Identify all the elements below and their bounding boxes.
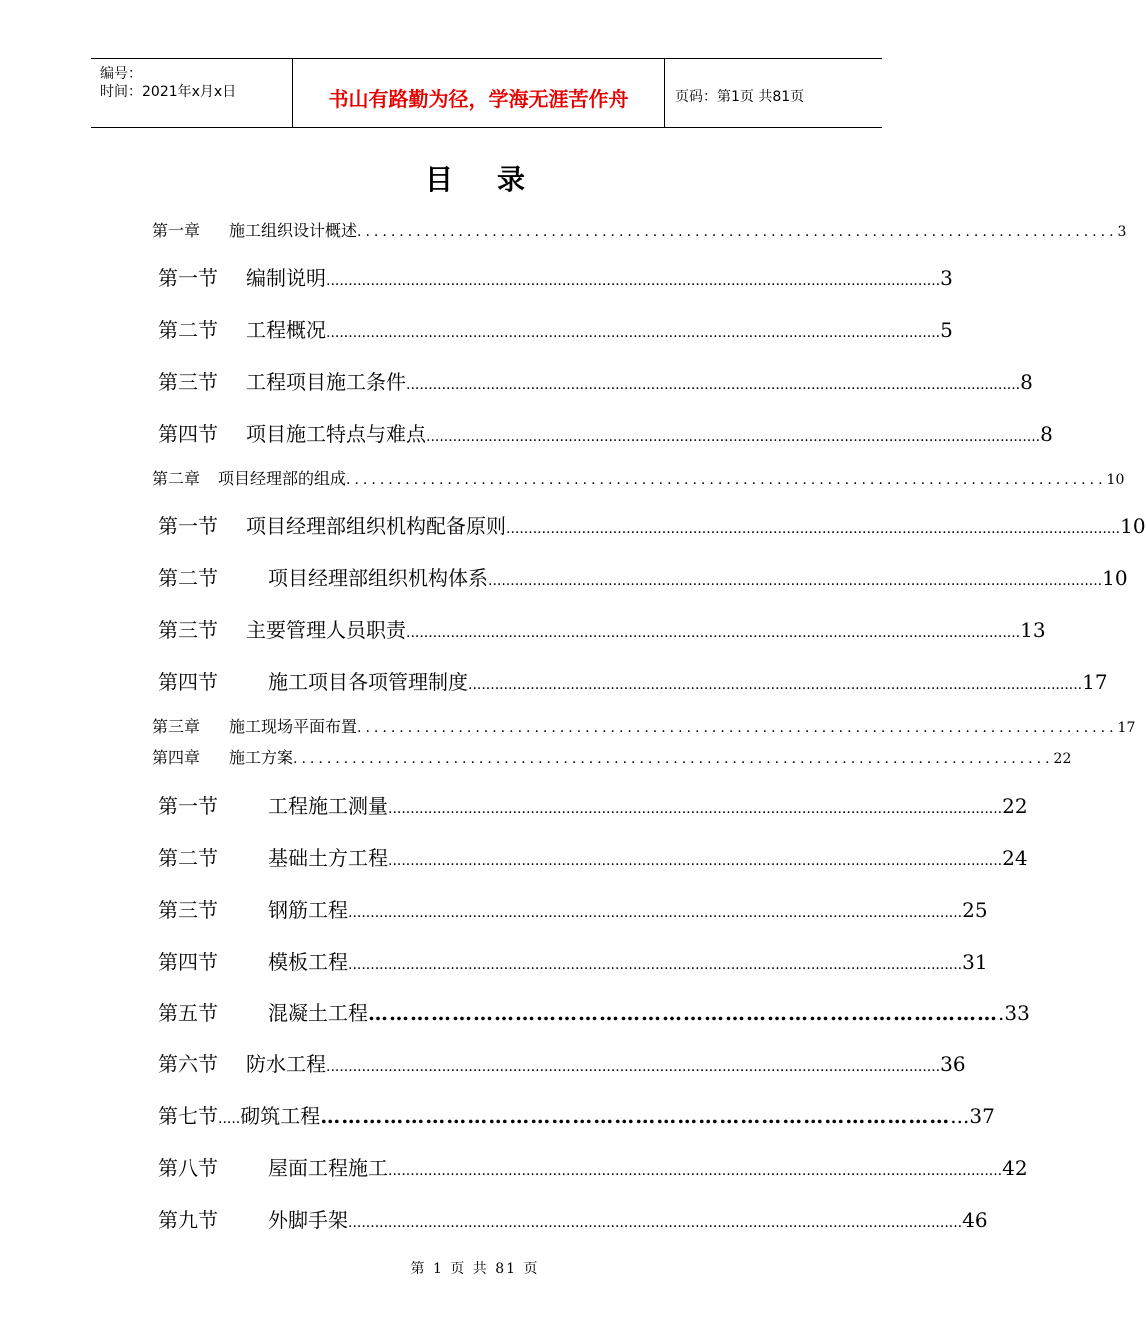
toc-name: 工程施工测量 [268, 794, 388, 818]
toc-number: 第二节 [158, 846, 218, 870]
toc-page: 17 [1117, 720, 1136, 736]
toc-section[interactable] [158, 842, 1028, 871]
toc-number: 第七节 [158, 1104, 218, 1128]
time-label: 时间：2021年x月x日 [100, 84, 237, 100]
header-info-cell [91, 59, 293, 127]
toc-page: 17 [1082, 670, 1108, 694]
toc-chapter-3[interactable] [152, 714, 1136, 737]
toc-number: 第一节 [158, 514, 218, 538]
toc-leader: .......................................................................................................................................... [468, 677, 1083, 693]
toc-number: 第三节 [158, 618, 218, 642]
toc-number: 第四节 [158, 950, 218, 974]
page-footer: 第 1 页 共 81 页 [410, 1261, 540, 1277]
toc-leader: .......................................................................................................................................... [388, 853, 1003, 869]
toc-number: 第一章 [152, 221, 201, 240]
toc-leader: .......................................................................................................................................... [426, 429, 1041, 445]
toc-name: 工程概况 [246, 318, 326, 342]
toc-page: 3 [940, 266, 953, 290]
toc-number: 第八节 [158, 1156, 218, 1180]
toc-leader: .......................................................................................................................................... [506, 521, 1121, 537]
toc-leader: .......................................................................................................................................... [326, 1059, 941, 1075]
toc-leader: .......................................................................................... [293, 751, 1054, 767]
page-info: 页码：第1页 共81页 [675, 89, 805, 105]
toc-section[interactable] [158, 894, 988, 923]
toc-leader: .......................................................................................................................................... [348, 1215, 963, 1231]
toc-number: 第三章 [152, 717, 201, 736]
toc-leader: .......................................................................................... [346, 472, 1107, 488]
toc-number: 第一节 [158, 794, 218, 818]
toc-section[interactable] [158, 790, 1028, 819]
toc-leader: .......................................................................................................................................... [388, 801, 1003, 817]
toc-name: 混凝土工程 [268, 1001, 368, 1025]
toc-number: 第二节 [158, 566, 218, 590]
toc-number: 第三节 [158, 898, 218, 922]
toc-name: 工程项目施工条件 [246, 370, 406, 394]
toc-number: 第四节 [158, 670, 218, 694]
toc-section[interactable] [158, 510, 1146, 539]
toc-section[interactable] [158, 1100, 995, 1129]
toc-section[interactable] [158, 997, 1030, 1026]
toc-name: 施工组织设计概述 [229, 221, 358, 240]
toc-chapter-4[interactable] [152, 745, 1072, 768]
toc-leader: .......................................................................................... [357, 224, 1118, 240]
toc-page: 42 [1002, 1156, 1028, 1180]
toc-leader: .......................................................................................................................................... [326, 325, 941, 341]
toc-page: 13 [1020, 618, 1046, 642]
toc-page: 31 [962, 950, 988, 974]
toc-page: 36 [940, 1052, 966, 1076]
toc-page: 8 [1040, 422, 1053, 446]
toc-number: 第二节 [158, 318, 218, 342]
header-motto-cell [293, 59, 665, 127]
toc-page: 22 [1053, 751, 1072, 767]
toc-title: 目录 [424, 163, 569, 196]
toc-name: 项目施工特点与难点 [246, 422, 426, 446]
toc-section[interactable] [158, 614, 1046, 643]
toc-page: 5 [940, 318, 953, 342]
toc-leader: .......................................................................................................................................... [388, 1163, 1003, 1179]
toc-section[interactable] [158, 562, 1128, 591]
header-page-cell [665, 59, 882, 127]
toc-page: .33 [998, 1001, 1030, 1025]
motto-text: 书山有路勤为径，学海无涯苦作舟 [328, 87, 629, 111]
toc-name: 项目经理部组织机构体系 [268, 566, 488, 590]
toc-name: 基础土方工程 [268, 846, 388, 870]
toc-page: 10 [1120, 514, 1146, 538]
toc-page: ...37 [950, 1104, 995, 1128]
toc-leader: .......................................................................................................................................... [488, 573, 1103, 589]
toc-name: 编制说明 [246, 266, 326, 290]
toc-number: 第六节 [158, 1052, 218, 1076]
toc-number: 第五节 [158, 1001, 218, 1025]
toc-leader: .......................................................................................................................................... [406, 625, 1021, 641]
toc-section[interactable] [158, 366, 1033, 395]
toc-number: 第三节 [158, 370, 218, 394]
toc-section[interactable] [158, 262, 953, 291]
toc-name: 主要管理人员职责 [246, 618, 406, 642]
toc-number: 第二章 [152, 469, 201, 488]
toc-leader: .......................................................................................................................................... [348, 905, 963, 921]
toc-page: 10 [1106, 472, 1125, 488]
toc-chapter-1[interactable] [152, 218, 1127, 241]
toc-number: 第四章 [152, 748, 201, 767]
toc-name: 项目经理部的组成 [218, 469, 347, 488]
toc-number: 第一节 [158, 266, 218, 290]
toc-number: 第四节 [158, 422, 218, 446]
toc-number: 第九节 [158, 1208, 218, 1232]
toc-page: 22 [1002, 794, 1028, 818]
toc-name: 砌筑工程 [240, 1104, 321, 1128]
toc-name: 施工项目各项管理制度 [268, 670, 468, 694]
toc-section[interactable] [158, 418, 1053, 447]
toc-section[interactable] [158, 1152, 1028, 1181]
toc-leader: ……………………………………………………………………………… [320, 1104, 951, 1128]
toc-name: 屋面工程施工 [268, 1156, 388, 1180]
toc-name: 施工方案 [229, 748, 294, 767]
toc-section[interactable] [158, 1048, 966, 1077]
toc-name: 防水工程 [246, 1052, 326, 1076]
toc-leader: .......................................................................................................................................... [326, 273, 941, 289]
toc-section[interactable] [158, 666, 1108, 695]
toc-section[interactable] [158, 1204, 988, 1233]
toc-section[interactable] [158, 314, 953, 343]
toc-name: 模板工程 [268, 950, 348, 974]
toc-section[interactable] [158, 946, 988, 975]
toc-name: 钢筋工程 [268, 898, 348, 922]
toc-page: 46 [962, 1208, 988, 1232]
toc-leader: .......................................................................................................................................... [406, 377, 1021, 393]
toc-page: 8 [1020, 370, 1033, 394]
code-label: 编号： [100, 66, 142, 82]
toc-page: 10 [1102, 566, 1128, 590]
toc-name: 外脚手架 [268, 1208, 348, 1232]
toc-name: 施工现场平面布置 [229, 717, 358, 736]
toc-page: 25 [962, 898, 988, 922]
toc-name: 项目经理部组织机构配备原则 [246, 514, 506, 538]
toc-page: 24 [1002, 846, 1028, 870]
toc-leader: .......................................................................................................................................... [348, 957, 963, 973]
document-header [91, 58, 882, 128]
toc-page: 3 [1117, 224, 1127, 240]
toc-leader: ……………………………………………………………………………… [368, 1001, 998, 1025]
toc-chapter-2[interactable] [152, 466, 1125, 489]
toc-leader-short: ..... [218, 1111, 241, 1127]
toc-leader: .......................................................................................... [357, 720, 1118, 736]
